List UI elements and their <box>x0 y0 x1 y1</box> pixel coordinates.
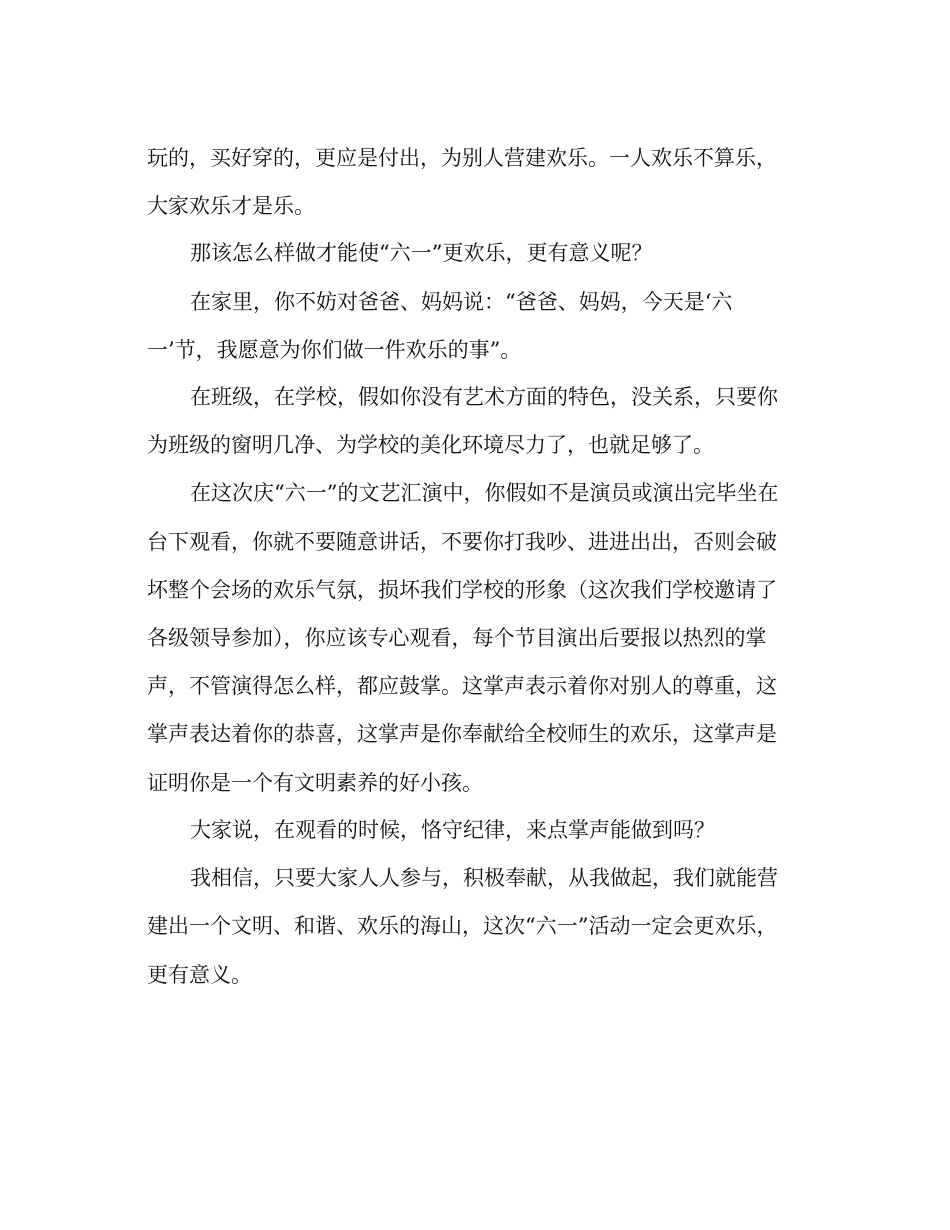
text-line: 大家欢乐才是乐。 <box>147 194 315 218</box>
text-line: 一’节，我愿意为你们做一件欢乐的事”。 <box>147 338 522 362</box>
paragraph-first-line: 在班级，在学校，假如你没有艺术方面的特色，没关系，只要你 <box>190 385 778 409</box>
text-line: 台下观看，你就不要随意讲话，不要你打我吵、进进出出，否则会破 <box>147 530 777 554</box>
paragraph-first-line: 我相信，只要大家人人参与，积极奉献，从我做起，我们就能营 <box>190 866 778 890</box>
text-line: 证明你是一个有文明素养的好小孩。 <box>147 771 483 795</box>
paragraph-first-line: 大家说，在观看的时候，恪守纪律，来点掌声能做到吗？ <box>190 818 715 842</box>
text-line: 坏整个会场的欢乐气氛，损坏我们学校的形象（这次我们学校邀请了 <box>147 578 777 602</box>
paragraph-first-line: 那该怎么样做才能使“六一”更欢乐，更有意义呢？ <box>190 241 653 265</box>
text-line: 各级领导参加），你应该专心观看，每个节目演出后要报以热烈的掌 <box>147 626 767 650</box>
text-line: 声，不管演得怎么样，都应鼓掌。这掌声表示着你对别人的尊重，这 <box>147 674 777 698</box>
text-line: 玩的，买好穿的，更应是付出，为别人营建欢乐。一人欢乐不算乐， <box>147 146 777 170</box>
text-line: 建出一个文明、和谐、欢乐的海山，这次“六一”活动一定会更欢乐， <box>147 914 778 938</box>
text-line: 掌声表达着你的恭喜，这掌声是你奉献给全校师生的欢乐，这掌声是 <box>147 722 777 746</box>
paragraph-first-line: 在这次庆“六一”的文艺汇演中，你假如不是演员或演出完毕坐在 <box>190 481 779 505</box>
paragraph-first-line: 在家里，你不妨对爸爸、妈妈说：“爸爸、妈妈，今天是‘六 <box>190 290 733 314</box>
text-line: 为班级的窗明几净、为学校的美化环境尽力了，也就足够了。 <box>147 433 714 457</box>
text-line: 更有意义。 <box>147 963 252 987</box>
